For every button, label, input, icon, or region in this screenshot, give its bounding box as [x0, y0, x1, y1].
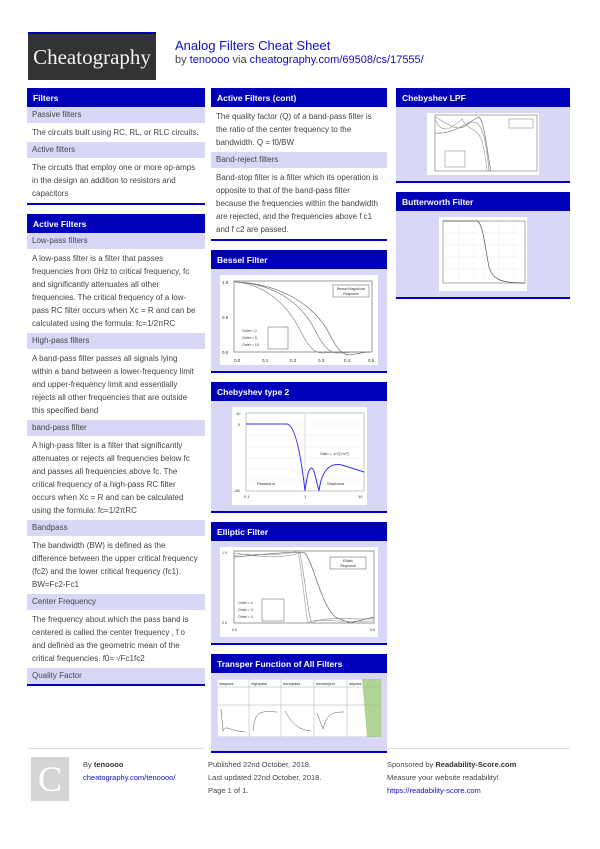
avatar[interactable]: C [31, 757, 69, 801]
section-title: Butterworth Filter [396, 192, 570, 211]
bessel-filter-section [211, 250, 387, 373]
svg-text:0.3: 0.3 [318, 358, 325, 363]
svg-text:Gain = 1/√(1+ε²): Gain = 1/√(1+ε²) [319, 451, 349, 456]
elliptic-filter-section [211, 522, 387, 645]
by-label: by [175, 54, 187, 66]
sponsor-tagline: Measure your website readability! [387, 773, 499, 782]
svg-text:Order = 10: Order = 10 [242, 343, 259, 347]
elliptic-response-chart [220, 547, 378, 637]
footer-author [27, 748, 205, 799]
published-date: Published 22nd October, 2018. [208, 760, 311, 769]
body-text: A high-pass filter is a filter that significantly attenuates or rejects all frequencies below fc and passes all frequencies above fc. The critical frequency of a high-pass RC filter occurs when Xc = R and can be calculated using the formula: fc=1/2πRC [32, 441, 190, 515]
page-count: Page 1 of 1. [208, 786, 249, 795]
transfer-function-section [211, 654, 387, 753]
svg-text:0.5: 0.5 [370, 628, 375, 632]
svg-text:-60: -60 [233, 488, 240, 493]
svg-text:Passband: Passband [256, 481, 275, 486]
subheading: Low-pass filters [27, 233, 205, 249]
section-title: Transper Function of All Filters [211, 654, 387, 673]
svg-text:Order = 2: Order = 2 [238, 601, 253, 605]
bessel-response-chart [220, 275, 378, 365]
active-filters-section [27, 214, 205, 686]
subheading: Bandpass [27, 520, 205, 536]
subheading: Center Frequency [27, 594, 205, 610]
column-3 [396, 88, 570, 308]
footer-dates [208, 748, 386, 797]
svg-text:0.2: 0.2 [290, 358, 297, 363]
chebyshev-type-2-chart [232, 407, 367, 505]
column-1 [27, 88, 205, 695]
author-profile-link[interactable]: cheatography.com/tenoooo/ [83, 773, 176, 782]
svg-text:Bessel Magnitude: Bessel Magnitude [337, 287, 365, 291]
chebyshev-lpf-chart [427, 113, 539, 175]
svg-text:Response: Response [343, 292, 359, 296]
sheet-url-link[interactable]: cheatography.com/69508/cs/17555/ [249, 54, 424, 66]
svg-text:Order = 3: Order = 3 [238, 608, 253, 612]
svg-text:0.5: 0.5 [222, 315, 229, 320]
footer-sponsor [387, 748, 570, 797]
svg-text:Response: Response [340, 564, 356, 568]
body-text: The circuits that employ one or more op-amps in the design an addition to resistors and capacitors [32, 163, 196, 198]
svg-text:0.4: 0.4 [344, 358, 351, 363]
subheading: Quality Factor [27, 668, 205, 684]
svg-text:bandpass: bandpass [283, 681, 301, 686]
body-text: A band-pass filter passes all signals lying within a band between a lower-frequency limit and upper-frequency limit and essentially rejects all other frequencies that are outside this specified band [32, 354, 194, 415]
sponsor-link[interactable]: https://readability-score.com [387, 786, 481, 795]
svg-text:Order = 5: Order = 5 [242, 336, 257, 340]
section-title: Chebyshev LPF [396, 88, 570, 107]
sponsor-prefix: Sponsored by [387, 760, 434, 769]
subheading: Band-reject filters [211, 152, 387, 168]
svg-text:0.0: 0.0 [222, 350, 229, 355]
body-text: The quality factor (Q) of a band-pass filter is the ratio of the center frequency to the bandwidth. Q = f0/BW [216, 112, 372, 147]
svg-text:1.0: 1.0 [222, 280, 229, 285]
svg-text:lowpass: lowpass [219, 681, 234, 686]
svg-text:10: 10 [357, 494, 362, 499]
footer-author-name: tenoooo [93, 760, 124, 769]
chebyshev-type-2-section [211, 382, 387, 513]
column-2 [211, 88, 387, 762]
subheading: High-pass filters [27, 333, 205, 349]
author-link[interactable]: tenoooo [189, 54, 230, 66]
svg-text:0.1: 0.1 [262, 358, 269, 363]
svg-text:Order = 4: Order = 4 [238, 615, 253, 619]
svg-text:Order = 2: Order = 2 [242, 329, 257, 333]
svg-text:10: 10 [235, 411, 240, 416]
butterworth-filter-section [396, 192, 570, 299]
body-text: A low-pass filter is a filter that passes frequencies from 0Hz to critical frequency, fc and significantly attenuates all other frequencies. The critical frequency of a low-pass RC filter occurs when Xc = R and can be calculated using the formula: fc=1/2πRC [32, 254, 196, 328]
section-title: Filters [27, 88, 205, 107]
subheading: band-pass filter [27, 420, 205, 436]
page-title[interactable]: Analog Filters Cheat Sheet [175, 38, 331, 53]
cheatography-logo[interactable]: Cheatography [28, 32, 156, 80]
svg-text:allpass: allpass [349, 681, 362, 686]
sponsor-name: Readability-Score.com [435, 760, 517, 769]
chebyshev-lpf-section [396, 88, 570, 183]
svg-text:0: 0 [237, 422, 240, 427]
subheading: Active filters [27, 142, 205, 158]
section-title: Bessel Filter [211, 250, 387, 269]
svg-text:0.0: 0.0 [222, 621, 227, 625]
svg-text:0.0: 0.0 [232, 628, 237, 632]
svg-text:bandreject: bandreject [316, 681, 335, 686]
subheading: Passive filters [27, 107, 205, 123]
by-label: By [83, 760, 92, 769]
updated-date: Last updated 22nd October, 2018. [208, 773, 322, 782]
active-filters-cont-section [211, 88, 387, 241]
section-title: Active Filters [27, 214, 205, 233]
svg-text:0.1: 0.1 [243, 494, 250, 499]
section-title: Elliptic Filter [211, 522, 387, 541]
butterworth-chart [439, 217, 527, 291]
byline [175, 54, 424, 66]
svg-text:Stopband: Stopband [326, 481, 344, 486]
body-text: The bandwidth (BW) is defined as the difference between the upper critical frequency (fc2) and the lower critical frequency (fc1). BW=Fc2-Fc1 [32, 541, 198, 589]
via-label: via [232, 54, 247, 66]
svg-text:1.0: 1.0 [222, 551, 227, 555]
section-title: Active Filters (cont) [211, 88, 387, 107]
body-text: The circuits built using RC, RL, or RLC circuits. [32, 128, 199, 137]
body-text: Band-stop filter is a filter which its operation is opposite to that of the band-pass filter because the frequencies within the bandwidth are rejected, and the frequencies above f c1 and f c2 are passed. [216, 173, 379, 234]
body-text: The frequency about which the pass band is centered is called the center frequency , f o and defined as the geometric mean of the critical frequencies. f0= √Fc1fc2 [32, 615, 189, 663]
svg-text:highpass: highpass [251, 681, 268, 686]
svg-text:0.5: 0.5 [368, 358, 375, 363]
transfer-function-table [217, 679, 381, 737]
filters-section [27, 88, 205, 205]
svg-text:1: 1 [303, 494, 306, 499]
svg-text:Elliptic: Elliptic [342, 559, 354, 563]
section-title: Chebyshev type 2 [211, 382, 387, 401]
svg-text:0.0: 0.0 [234, 358, 241, 363]
